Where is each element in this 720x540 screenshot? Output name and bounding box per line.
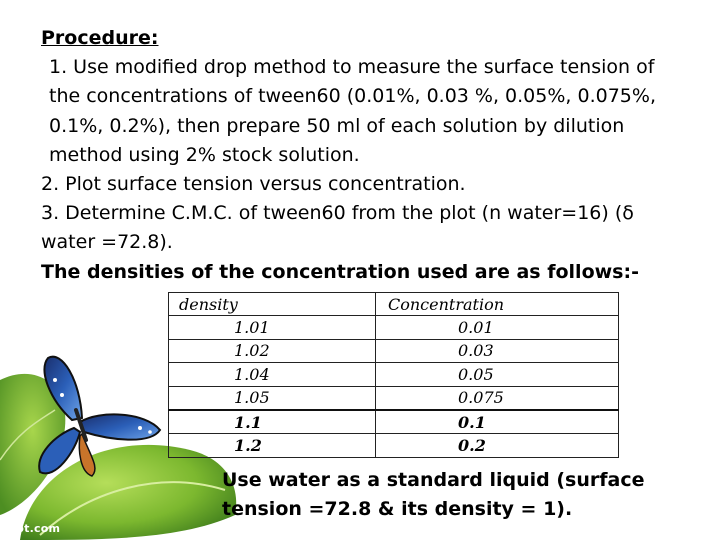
procedure-step-3: 3. Determine C.M.C. of tween60 from the plot (n water=16) (δ water =72.8).	[41, 202, 634, 254]
table-cell-concentration: 0.1	[376, 410, 619, 434]
density-table	[168, 292, 619, 458]
table-row	[169, 386, 619, 410]
table-cell-density: 1.1	[169, 410, 376, 434]
table-header-row	[169, 293, 619, 316]
densities-intro: The densities of the concentration used are as follows:-	[41, 260, 639, 283]
table-cell-concentration: 0.075	[376, 386, 619, 410]
table-cell-density: 1.04	[169, 363, 376, 386]
table-cell-concentration: 0.05	[376, 363, 619, 386]
table-cell-concentration: 0.01	[376, 316, 619, 339]
table-header-concentration: Concentration	[376, 293, 619, 316]
table-row	[169, 316, 619, 339]
fppt-watermark: fppt.com	[3, 522, 61, 535]
procedure-step-1: 1. Use modified drop method to measure the surface tension of the concentrations of tween60 (0.01%, 0.03 %, 0.05%, 0.075%, 0.1%, 0.2%), then prepare 50 ml of each solution by dilution method using 2% stock solution.	[49, 56, 656, 166]
table-row	[169, 434, 619, 457]
table-cell-density: 1.2	[169, 434, 376, 457]
density-table-wrap	[168, 292, 619, 456]
table-header-density: density	[169, 293, 376, 316]
table-row	[169, 410, 619, 434]
table-row	[169, 363, 619, 386]
procedure-text	[41, 24, 691, 287]
table-cell-density: 1.01	[169, 316, 376, 339]
procedure-heading: Procedure:	[41, 27, 159, 49]
table-cell-concentration: 0.2	[376, 434, 619, 457]
procedure-step-2: 2. Plot surface tension versus concentration.	[41, 173, 466, 196]
table-cell-density: 1.05	[169, 386, 376, 410]
table-cell-concentration: 0.03	[376, 339, 619, 362]
table-cell-density: 1.02	[169, 339, 376, 362]
table-row	[169, 339, 619, 362]
water-standard-note: Use water as a standard liquid (surface tension =72.8 & its density = 1).	[222, 469, 645, 520]
